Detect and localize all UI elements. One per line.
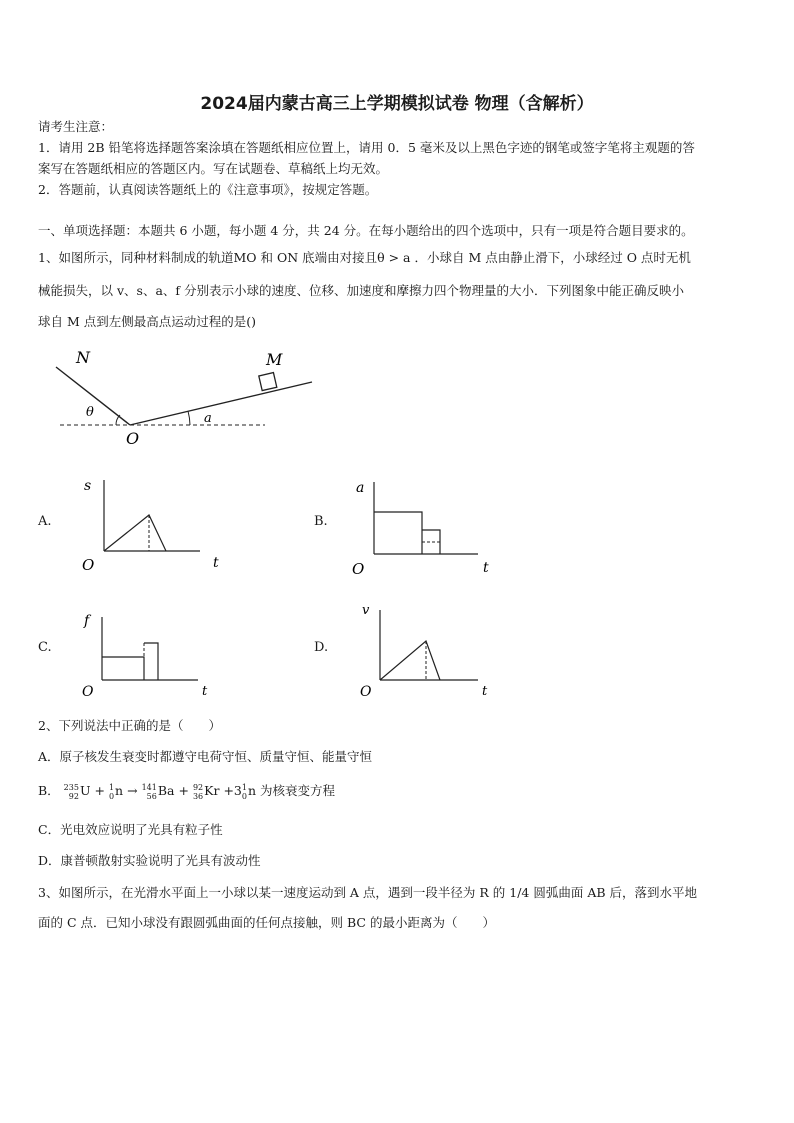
plus-1: +	[94, 783, 105, 798]
q1-stem-line-2: 械能损失，以 v、s、a、f 分别表示小球的速度、位移、加速度和摩擦力四个物理量的大小．下列图象中能正确反映小	[38, 283, 685, 298]
u-symbol: U	[79, 783, 91, 798]
v-curve	[380, 641, 440, 680]
q1-option-c-label[interactable]: C.	[38, 640, 52, 655]
track-mo	[130, 382, 312, 425]
label-theta: θ	[86, 405, 94, 420]
ba-index: 141 56	[141, 782, 157, 801]
n2-index: 1 0	[241, 782, 247, 801]
f-step-1	[102, 657, 144, 680]
kr-index: 92 36	[192, 782, 204, 801]
q2-stem: 2、下列说法中正确的是（ ）	[38, 718, 221, 733]
x-label: t	[482, 684, 488, 699]
q3-stem-line-2: 面的 C 点．已知小球没有跟圆弧曲面的任何点接触，则 BC 的最小距离为（ ）	[38, 915, 495, 930]
notice-heading: 请考生注意：	[38, 119, 114, 134]
nuclear-equation	[63, 782, 260, 801]
ba-symbol: Ba	[157, 783, 175, 798]
q2-option-a[interactable]: A．原子核发生衰变时都遵守电荷守恒、质量守恒、能量守恒	[38, 749, 373, 764]
y-label: v	[362, 603, 370, 618]
n-index: 1 0	[108, 782, 115, 801]
notice-item-1a: 1．请用 2B 铅笔将选择题答案涂填在答题纸相应位置上，请用 0．5 毫米及以上黑色字迹的钢笔或签字笔将主观题的答	[38, 140, 695, 155]
q2-option-b-label: B．	[38, 783, 60, 798]
q2-option-d[interactable]: D．康普顿散射实验说明了光具有波动性	[38, 853, 261, 868]
q1-option-d-label[interactable]: D.	[314, 640, 329, 655]
y-label: f	[84, 613, 90, 629]
origin-label: O	[360, 684, 372, 700]
n2-symbol: n	[247, 783, 257, 798]
notice-item-2: 2．答题前，认真阅读答题纸上的《注意事项》，按规定答题。	[38, 182, 378, 197]
q1-stem-line-1: 1、如图所示，同种材料制成的轨道MO 和 ON 底端由对接且θ > a ．小球自 M 点由静止滑下，小球经过 O 点时无机	[38, 250, 691, 265]
label-m: M	[266, 350, 283, 369]
q2-option-c[interactable]: C．光电效应说明了光具有粒子性	[38, 822, 223, 837]
neutron-coefficient: 3	[233, 783, 242, 798]
q1-option-b-graph[interactable]	[350, 474, 500, 579]
f-step-2	[144, 643, 158, 680]
q1-track-figure	[40, 345, 330, 455]
origin-label: O	[82, 684, 94, 700]
q2-option-b-tail: 为核衰变方程	[260, 783, 336, 798]
q3-stem-line-1: 3、如图所示，在光滑水平面上一小球以某一速度运动到 A 点，遇到一段半径为 R 的 1/4 圆弧曲面 AB 后，落到水平地	[38, 885, 698, 900]
q1-option-d-graph[interactable]	[350, 600, 500, 700]
block-m	[259, 373, 277, 391]
y-label: a	[356, 480, 365, 496]
arrow: →	[127, 783, 138, 798]
y-label: s	[84, 478, 92, 494]
q1-option-c-graph[interactable]	[80, 603, 230, 703]
q1-option-a-label[interactable]: A.	[38, 514, 52, 529]
label-n: N	[76, 348, 90, 367]
n-symbol: n	[115, 783, 124, 798]
notice-item-1b: 案写在答题纸相应的答题区内。写在试题卷、草稿纸上均无效。	[38, 161, 389, 176]
origin-label: O	[82, 556, 95, 574]
kr-symbol: Kr	[204, 783, 220, 798]
label-alpha: a	[204, 411, 212, 426]
s-curve	[104, 515, 166, 551]
x-label: t	[202, 684, 208, 699]
x-label: t	[483, 560, 489, 576]
q1-option-a-graph[interactable]	[80, 474, 230, 574]
q2-option-b[interactable]	[38, 782, 758, 801]
x-label: t	[213, 555, 219, 571]
plus-2: +	[178, 783, 189, 798]
section-heading: 一、单项选择题：本题共 6 小题，每小题 4 分，共 24 分。在每小题给出的四个选项中，只有一项是符合题目要求的。	[38, 223, 694, 238]
u-index: 235 92	[63, 782, 79, 801]
label-o: O	[126, 429, 140, 448]
q1-stem-line-3: 球自 M 点到左侧最高点运动过程的是()	[38, 314, 256, 329]
plus-3: +	[223, 783, 234, 798]
page-title: 2024届内蒙古高三上学期模拟试卷 物理（含解析）	[200, 94, 594, 114]
angle-alpha-arc	[188, 411, 190, 425]
q1-option-b-label[interactable]: B.	[314, 514, 328, 529]
a-step-1	[374, 512, 422, 554]
origin-label: O	[352, 560, 365, 578]
